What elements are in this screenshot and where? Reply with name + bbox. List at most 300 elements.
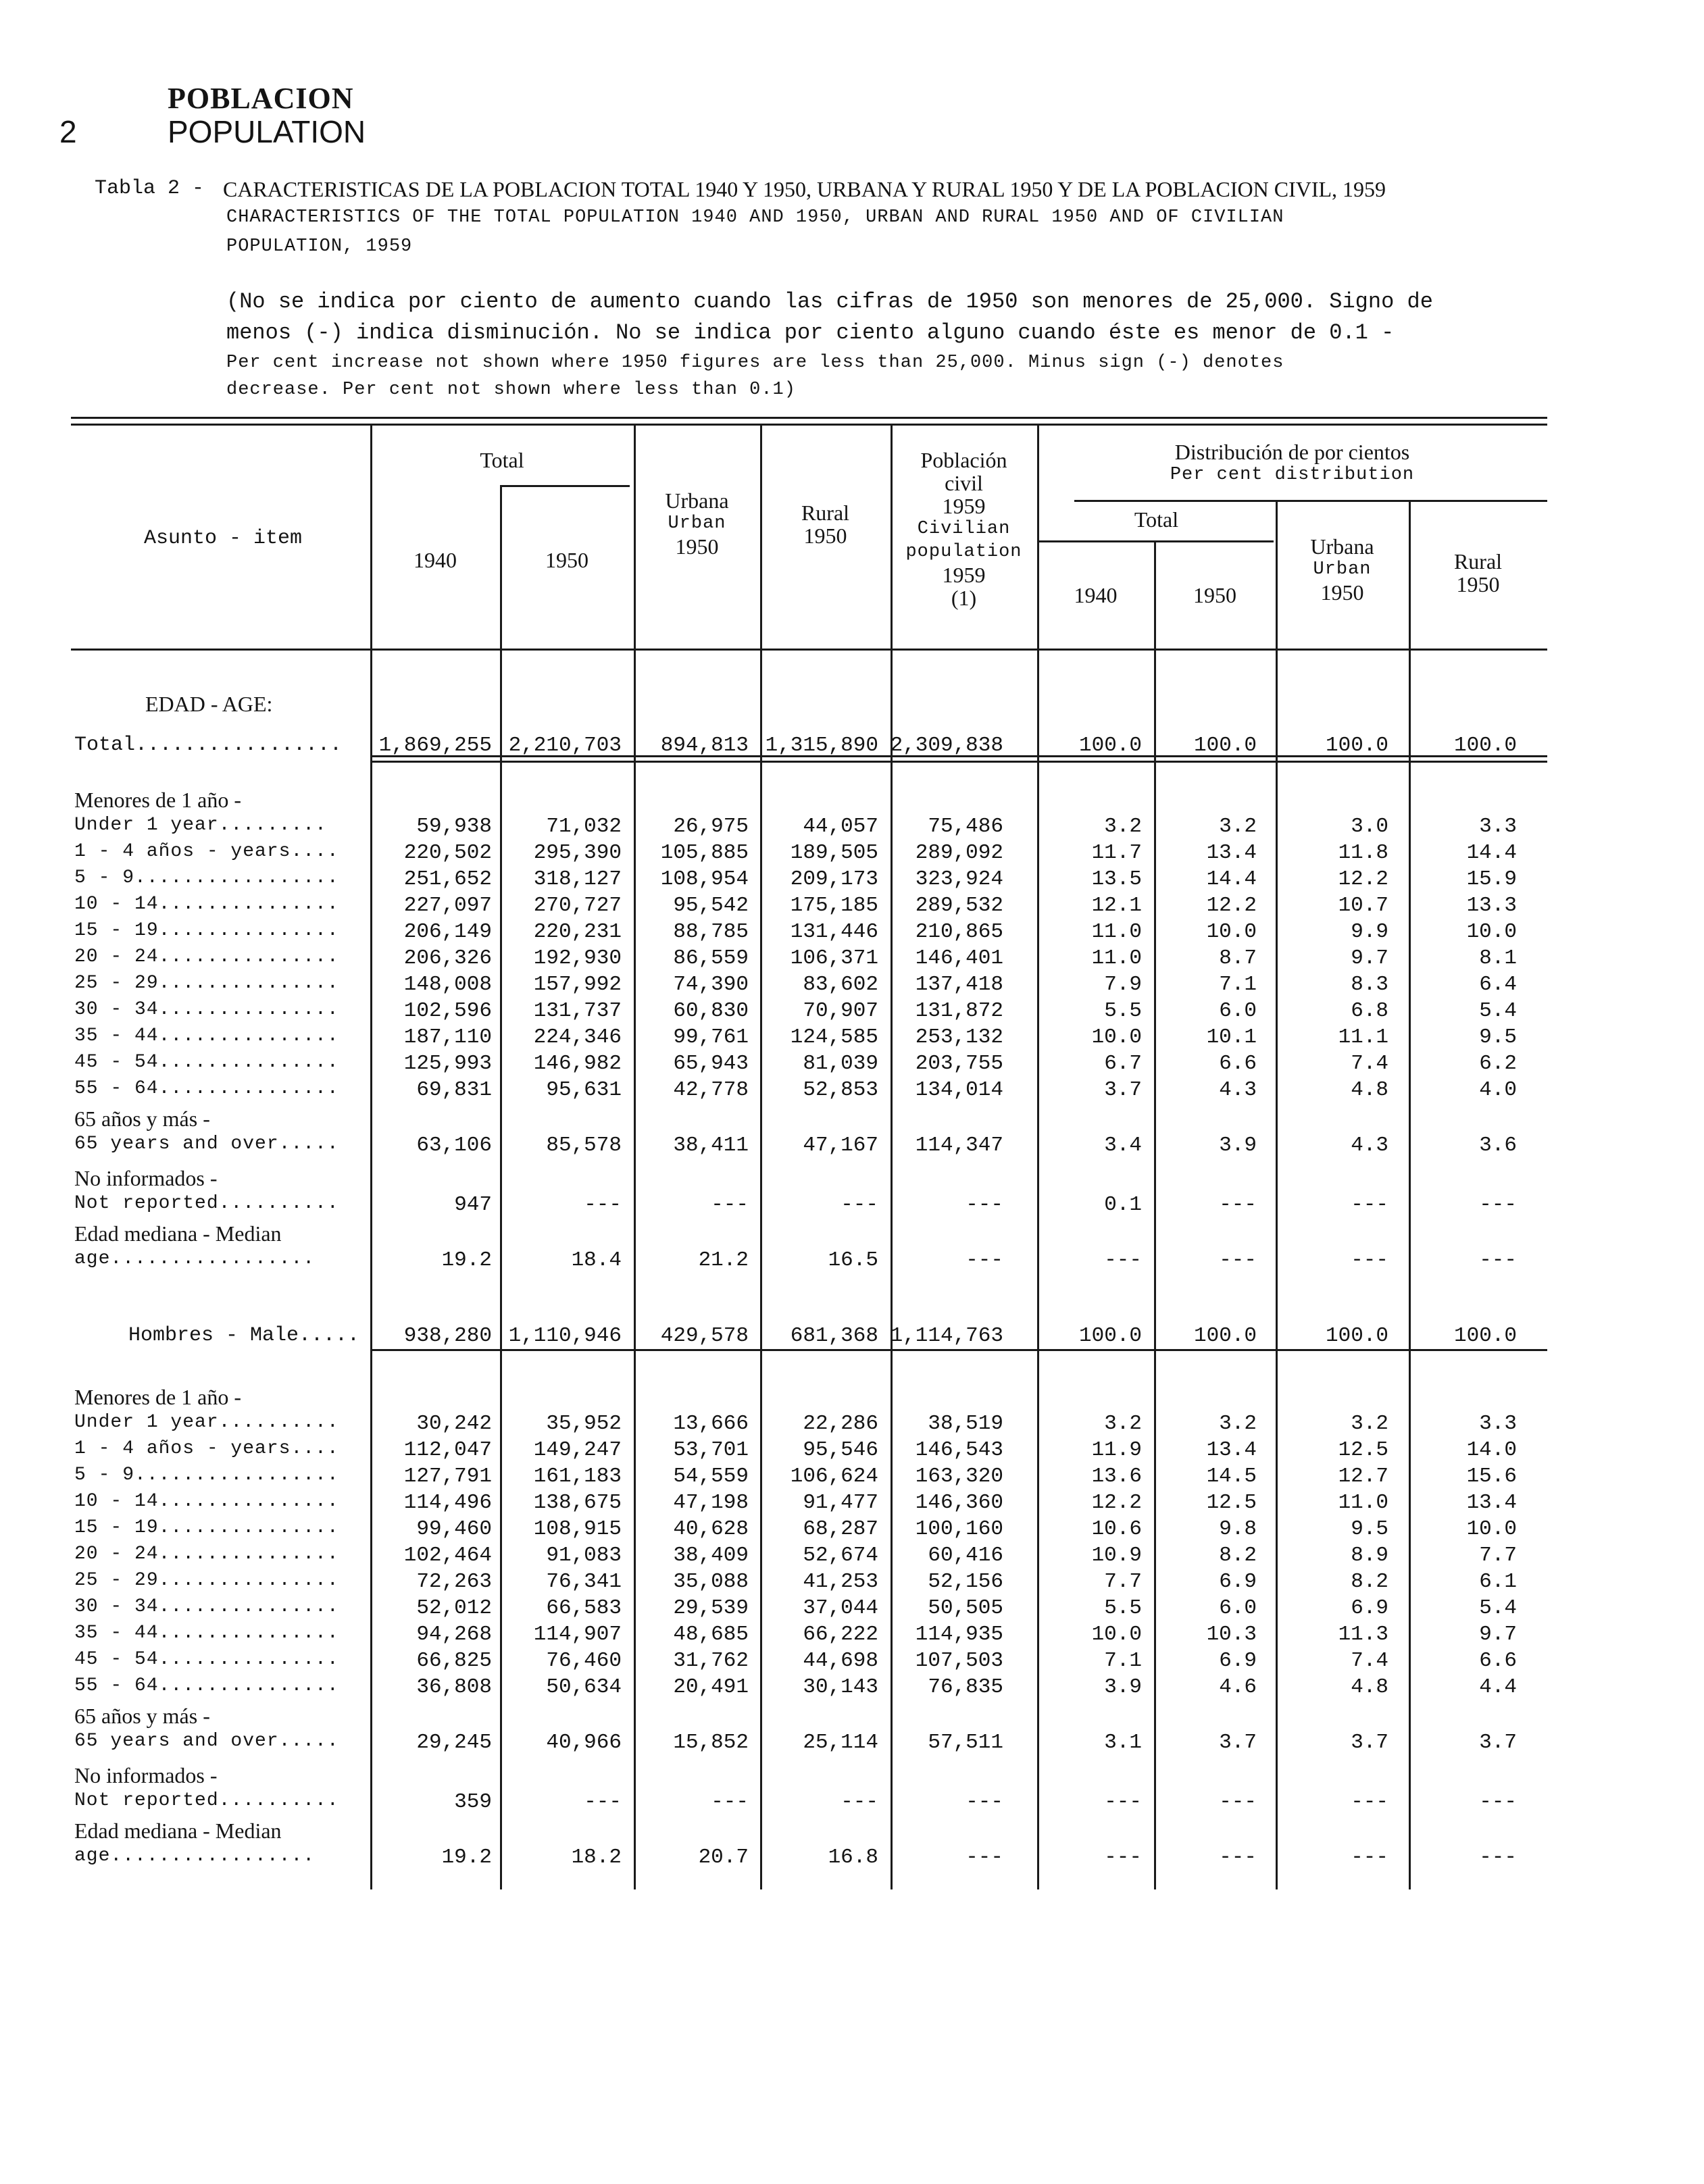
col-header-dist-urbana-es: Urbana	[1310, 534, 1374, 559]
cell-rural-1950: 175,185	[790, 894, 878, 917]
cell-dist-rural: 6.4	[1479, 973, 1517, 996]
cell-total-1950: 220,231	[533, 920, 622, 944]
cell-dist-rural: 14.0	[1466, 1438, 1517, 1462]
cell-dist-1940: 10.9	[1091, 1544, 1142, 1567]
cell-total-1940: 112,047	[403, 1438, 492, 1462]
row-group-label: No informados -	[74, 1166, 218, 1190]
cell-dist-urbana: 11.3	[1338, 1623, 1388, 1646]
cell-urbana-1950: 99,761	[673, 1025, 749, 1049]
cell-dist-1940: 7.1	[1104, 1649, 1142, 1673]
col-header-urbana-es: Urbana	[665, 488, 729, 513]
cell-dist-rural: 3.6	[1479, 1134, 1517, 1157]
cell-total-1940: 125,993	[403, 1052, 492, 1075]
cell-rural-1950: 16.5	[828, 1248, 878, 1272]
cell-total-1950: 91,083	[546, 1544, 622, 1567]
col-header-dist-1940	[1037, 584, 1154, 609]
male-row-rule	[370, 1349, 1547, 1351]
row-group-label: Menores de 1 año -	[74, 788, 242, 812]
cell-civil-1959: 57,511	[928, 1731, 1003, 1754]
cell-rural-1950: 1,315,890	[765, 734, 878, 757]
cell-dist-rural: 10.0	[1466, 1517, 1517, 1541]
col-header-civil	[891, 449, 1037, 609]
cell-total-1940: 251,652	[403, 867, 492, 891]
row-label: Under 1 year.........	[74, 815, 327, 836]
row-label: 30 - 34...............	[74, 999, 339, 1020]
cell-dist-1950: 10.0	[1206, 920, 1257, 944]
cell-total-1940: 19.2	[441, 1846, 492, 1869]
cell-rural-1950: 66,222	[803, 1623, 878, 1646]
cell-urbana-1950: ---	[711, 1790, 749, 1814]
section-title-en: POPULATION	[168, 114, 366, 149]
page-number: 2	[59, 114, 77, 149]
cell-dist-urbana: 9.7	[1351, 946, 1388, 970]
cell-total-1950: 85,578	[546, 1134, 622, 1157]
row-label: Under 1 year..........	[74, 1412, 339, 1433]
header-bottom-rule	[71, 649, 1547, 651]
cell-civil-1959: 114,935	[915, 1623, 1003, 1646]
cell-dist-1950: ---	[1219, 1248, 1257, 1272]
cell-total-1940: 99,460	[416, 1517, 492, 1541]
cell-total-1940: 69,831	[416, 1078, 492, 1102]
cell-dist-1940: 13.5	[1091, 867, 1142, 891]
cell-dist-urbana: ---	[1351, 1790, 1388, 1814]
note-es-2: menos (-) indica disminución. No se indica por ciento alguno cuando éste es menor de 0.1 -	[226, 320, 1395, 345]
cell-rural-1950: 44,698	[803, 1649, 878, 1673]
cell-rural-1950: 37,044	[803, 1596, 878, 1620]
cell-rural-1950: 41,253	[803, 1570, 878, 1594]
cell-dist-urbana: 3.2	[1351, 1412, 1388, 1436]
cell-dist-1940: 5.5	[1104, 1596, 1142, 1620]
cell-dist-urbana: 10.7	[1338, 894, 1388, 917]
cell-dist-1950: 13.4	[1206, 841, 1257, 865]
cell-rural-1950: 22,286	[803, 1412, 878, 1436]
cell-civil-1959: 146,360	[915, 1491, 1003, 1515]
cell-total-1940: 359	[454, 1790, 492, 1814]
cell-dist-1940: 11.0	[1091, 920, 1142, 944]
cell-total-1940: 52,012	[416, 1596, 492, 1620]
cell-dist-1940: 7.7	[1104, 1570, 1142, 1594]
cell-dist-rural: ---	[1479, 1193, 1517, 1217]
row-label: 55 - 64...............	[74, 1675, 339, 1696]
cell-urbana-1950: 38,409	[673, 1544, 749, 1567]
col-header-1950	[500, 549, 634, 574]
cell-civil-1959: 107,503	[915, 1649, 1003, 1673]
cell-dist-rural: 4.4	[1479, 1675, 1517, 1699]
col-header-dist-urbana-en: Urban	[1313, 559, 1372, 580]
cell-dist-1940: 10.0	[1091, 1025, 1142, 1049]
cell-total-1950: 66,583	[546, 1596, 622, 1620]
col-header-dist-total-text: Total	[1134, 507, 1179, 532]
cell-dist-urbana: 6.8	[1351, 999, 1388, 1023]
row-label: 65 years and over.....	[74, 1731, 339, 1752]
male-row-label: Hombres - Male.....	[128, 1324, 360, 1347]
cell-dist-1950: 4.6	[1219, 1675, 1257, 1699]
cell-total-1950: 18.4	[571, 1248, 622, 1272]
row-group-label: Edad mediana - Median	[74, 1819, 282, 1843]
cell-civil-1959: 137,418	[915, 973, 1003, 996]
cell-total-1950: ---	[584, 1790, 622, 1814]
cell-urbana-1950: 65,943	[673, 1052, 749, 1075]
cell-total-1940: 947	[454, 1193, 492, 1217]
cell-urbana-1950: 38,411	[673, 1134, 749, 1157]
cell-total-1950: 192,930	[533, 946, 622, 970]
row-label: 55 - 64...............	[74, 1078, 339, 1099]
cell-dist-urbana: ---	[1351, 1846, 1388, 1869]
col-header-rural	[760, 501, 891, 547]
cell-rural-1950: 68,287	[803, 1517, 878, 1541]
cell-dist-1950: 3.9	[1219, 1134, 1257, 1157]
row-label: 25 - 29...............	[74, 1570, 339, 1591]
cell-urbana-1950: 40,628	[673, 1517, 749, 1541]
cell-civil-1959: 323,924	[915, 867, 1003, 891]
cell-dist-rural: 13.4	[1466, 1491, 1517, 1515]
cell-rural-1950: 81,039	[803, 1052, 878, 1075]
row-label: 65 years and over.....	[74, 1134, 339, 1154]
row-label: 20 - 24...............	[74, 1544, 339, 1565]
cell-dist-1940: 100.0	[1078, 1324, 1142, 1348]
cell-dist-1950: 6.6	[1219, 1052, 1257, 1075]
cell-total-1950: 76,460	[546, 1649, 622, 1673]
cell-dist-1940: 11.0	[1091, 946, 1142, 970]
cell-dist-rural: 100.0	[1453, 734, 1517, 757]
cell-dist-rural: 14.4	[1466, 841, 1517, 865]
row-label: 15 - 19...............	[74, 1517, 339, 1538]
cell-dist-urbana: 3.0	[1351, 815, 1388, 838]
cell-dist-rural: 15.9	[1466, 867, 1517, 891]
cell-dist-rural: 15.6	[1466, 1465, 1517, 1488]
cell-dist-rural: 6.1	[1479, 1570, 1517, 1594]
cell-dist-1950: 14.4	[1206, 867, 1257, 891]
row-label: 1 - 4 años - years....	[74, 841, 339, 862]
cell-civil-1959: 289,532	[915, 894, 1003, 917]
cell-total-1940: 30,242	[416, 1412, 492, 1436]
cell-total-1950: 1,110,946	[508, 1324, 622, 1348]
cell-dist-1950: ---	[1219, 1193, 1257, 1217]
cell-dist-1940: 0.1	[1104, 1193, 1142, 1217]
cell-dist-1940: ---	[1104, 1248, 1142, 1272]
note-en-1: Per cent increase not shown where 1950 figures are less than 25,000. Minus sign (-) denotes	[226, 353, 1284, 373]
col-header-civil-note: (1)	[951, 586, 977, 610]
col-header-rural-year: 1950	[803, 524, 847, 548]
cell-total-1950: 157,992	[533, 973, 622, 996]
col-header-civil-year2: 1959	[942, 563, 986, 587]
cell-total-1940: 206,149	[403, 920, 492, 944]
col-header-dist-urbana	[1276, 535, 1409, 604]
cell-total-1950: 131,737	[533, 999, 622, 1023]
cell-dist-urbana: 100.0	[1325, 1324, 1388, 1348]
cell-civil-1959: 52,156	[928, 1570, 1003, 1594]
cell-rural-1950: 209,173	[790, 867, 878, 891]
cell-total-1940: 19.2	[441, 1248, 492, 1272]
cell-dist-1950: 6.9	[1219, 1570, 1257, 1594]
row-label: Not reported..........	[74, 1790, 339, 1811]
table-top-rule-1	[71, 417, 1547, 419]
row-label: 35 - 44...............	[74, 1025, 339, 1046]
cell-total-1950: 108,915	[533, 1517, 622, 1541]
cell-dist-1950: 9.8	[1219, 1517, 1257, 1541]
cell-urbana-1950: 54,559	[673, 1465, 749, 1488]
cell-dist-urbana: 8.9	[1351, 1544, 1388, 1567]
cell-dist-1940: 5.5	[1104, 999, 1142, 1023]
cell-civil-1959: 76,835	[928, 1675, 1003, 1699]
cell-total-1950: 50,634	[546, 1675, 622, 1699]
cell-dist-1950: 6.0	[1219, 999, 1257, 1023]
cell-dist-1940: ---	[1104, 1846, 1142, 1869]
cell-dist-1950: 3.7	[1219, 1731, 1257, 1754]
cell-rural-1950: 131,446	[790, 920, 878, 944]
cell-dist-rural: 8.1	[1479, 946, 1517, 970]
cell-dist-rural: ---	[1479, 1248, 1517, 1272]
cell-civil-1959: 289,092	[915, 841, 1003, 865]
cell-dist-urbana: 3.7	[1351, 1731, 1388, 1754]
cell-civil-1959: ---	[966, 1790, 1003, 1814]
cell-rural-1950: 25,114	[803, 1731, 878, 1754]
table-caption-en-1: CHARACTERISTICS OF THE TOTAL POPULATION 1940 AND 1950, URBAN AND RURAL 1950 AND OF CIVILIAN	[226, 207, 1284, 228]
cell-urbana-1950: 35,088	[673, 1570, 749, 1594]
cell-urbana-1950: 60,830	[673, 999, 749, 1023]
col-header-urbana-en: Urban	[668, 513, 726, 534]
cell-civil-1959: 38,519	[928, 1412, 1003, 1436]
cell-dist-1940: 100.0	[1078, 734, 1142, 757]
cell-urbana-1950: 48,685	[673, 1623, 749, 1646]
cell-total-1950: 40,966	[546, 1731, 622, 1754]
cell-rural-1950: ---	[841, 1790, 878, 1814]
cell-dist-rural: 7.7	[1479, 1544, 1517, 1567]
cell-total-1950: 161,183	[533, 1465, 622, 1488]
cell-total-1950: 95,631	[546, 1078, 622, 1102]
row-label: 10 - 14...............	[74, 894, 339, 915]
cell-civil-1959: 60,416	[928, 1544, 1003, 1567]
table-top-rule-2	[71, 424, 1547, 426]
col-header-rural-es: Rural	[801, 501, 850, 525]
cell-dist-rural: 100.0	[1453, 1324, 1517, 1348]
cell-dist-1940: 3.1	[1104, 1731, 1142, 1754]
cell-total-1940: 72,263	[416, 1570, 492, 1594]
cell-urbana-1950: ---	[711, 1193, 749, 1217]
cell-total-1950: 138,675	[533, 1491, 622, 1515]
col-header-dist-rural	[1409, 550, 1547, 596]
header-rule-total	[500, 485, 630, 487]
header-rule-dist	[1074, 500, 1547, 502]
cell-civil-1959: ---	[966, 1846, 1003, 1869]
cell-dist-1940: 11.7	[1091, 841, 1142, 865]
cell-dist-urbana: 4.3	[1351, 1134, 1388, 1157]
cell-civil-1959: 75,486	[928, 815, 1003, 838]
total-row-rule-2	[370, 761, 1547, 763]
cell-dist-urbana: ---	[1351, 1248, 1388, 1272]
row-label: 15 - 19...............	[74, 920, 339, 941]
cell-dist-1950: 7.1	[1219, 973, 1257, 996]
cell-rural-1950: 83,602	[803, 973, 878, 996]
cell-urbana-1950: 95,542	[673, 894, 749, 917]
row-label: age.................	[74, 1248, 316, 1269]
cell-dist-rural: 4.0	[1479, 1078, 1517, 1102]
cell-urbana-1950: 108,954	[660, 867, 749, 891]
cell-civil-1959: 1,114,763	[890, 1324, 1003, 1348]
cell-civil-1959: 146,543	[915, 1438, 1003, 1462]
note-es-1: (No se indica por ciento de aumento cuando las cifras de 1950 son menores de 25,000. Signo de	[226, 289, 1433, 314]
cell-dist-1940: 3.7	[1104, 1078, 1142, 1102]
cell-urbana-1950: 74,390	[673, 973, 749, 996]
cell-dist-urbana: 11.8	[1338, 841, 1388, 865]
cell-total-1950: 270,727	[533, 894, 622, 917]
cell-dist-urbana: 7.4	[1351, 1052, 1388, 1075]
cell-civil-1959: 210,865	[915, 920, 1003, 944]
col-header-urbana	[634, 489, 760, 558]
table-caption-es: CARACTERISTICAS DE LA POBLACION TOTAL 1940 Y 1950, URBANA Y RURAL 1950 Y DE LA POBLACION CIVIL, 1959	[223, 177, 1386, 201]
cell-civil-1959: ---	[966, 1248, 1003, 1272]
row-label: 25 - 29...............	[74, 973, 339, 994]
cell-dist-1950: 14.5	[1206, 1465, 1257, 1488]
cell-dist-rural: ---	[1479, 1790, 1517, 1814]
cell-total-1950: 149,247	[533, 1438, 622, 1462]
cell-dist-1950: 6.9	[1219, 1649, 1257, 1673]
cell-civil-1959: 2,309,838	[890, 734, 1003, 757]
total-row-label: Total.................	[74, 734, 343, 757]
cell-dist-1950: ---	[1219, 1846, 1257, 1869]
cell-rural-1950: 124,585	[790, 1025, 878, 1049]
cell-total-1950: 318,127	[533, 867, 622, 891]
cell-rural-1950: 16.8	[828, 1846, 878, 1869]
col-header-urbana-year: 1950	[675, 534, 719, 559]
cell-total-1940: 66,825	[416, 1649, 492, 1673]
cell-dist-1940: 12.2	[1091, 1491, 1142, 1515]
cell-total-1940: 94,268	[416, 1623, 492, 1646]
cell-total-1950: 18.2	[571, 1846, 622, 1869]
col-header-1950-text: 1950	[545, 548, 588, 572]
cell-total-1940: 227,097	[403, 894, 492, 917]
col-header-1940-text: 1940	[414, 548, 457, 572]
col-header-civil-year1: 1959	[942, 494, 986, 518]
cell-dist-1950: 4.3	[1219, 1078, 1257, 1102]
cell-dist-urbana: 100.0	[1325, 734, 1388, 757]
cell-total-1940: 127,791	[403, 1465, 492, 1488]
cell-dist-urbana: 12.7	[1338, 1465, 1388, 1488]
cell-total-1950: 146,982	[533, 1052, 622, 1075]
cell-total-1950: 295,390	[533, 841, 622, 865]
cell-civil-1959: 134,014	[915, 1078, 1003, 1102]
cell-total-1940: 114,496	[403, 1491, 492, 1515]
col-header-total	[370, 449, 634, 474]
cell-total-1950: 35,952	[546, 1412, 622, 1436]
cell-dist-rural: 9.5	[1479, 1025, 1517, 1049]
row-group-label: 65 años y más -	[74, 1704, 210, 1728]
cell-civil-1959: 50,505	[928, 1596, 1003, 1620]
cell-total-1940: 102,464	[403, 1544, 492, 1567]
cell-dist-1950: 100.0	[1193, 734, 1257, 757]
row-label: 5 - 9.................	[74, 867, 339, 888]
cell-total-1950: 224,346	[533, 1025, 622, 1049]
cell-rural-1950: 44,057	[803, 815, 878, 838]
section-age-label: EDAD - AGE:	[145, 692, 273, 716]
cell-total-1940: 29,245	[416, 1731, 492, 1754]
cell-urbana-1950: 53,701	[673, 1438, 749, 1462]
cell-rural-1950: 47,167	[803, 1134, 878, 1157]
cell-urbana-1950: 47,198	[673, 1491, 749, 1515]
cell-urbana-1950: 29,539	[673, 1596, 749, 1620]
cell-dist-1940: 12.1	[1091, 894, 1142, 917]
cell-dist-rural: 5.4	[1479, 999, 1517, 1023]
cell-urbana-1950: 42,778	[673, 1078, 749, 1102]
col-header-1940	[370, 549, 500, 574]
col-header-dist-rural-es: Rural	[1453, 549, 1503, 574]
cell-urbana-1950: 429,578	[660, 1324, 749, 1348]
row-group-label: Edad mediana - Median	[74, 1221, 282, 1246]
table-caption-label: Tabla 2 -	[95, 177, 205, 200]
cell-dist-1950: 12.5	[1206, 1491, 1257, 1515]
cell-total-1940: 59,938	[416, 815, 492, 838]
cell-rural-1950: 681,368	[790, 1324, 878, 1348]
col-header-civil-es1: Población	[920, 448, 1007, 472]
cell-dist-1940: ---	[1104, 1790, 1142, 1814]
col-header-item-text: Asunto - item	[143, 527, 303, 550]
col-header-civil-en1: Civilian	[917, 519, 1011, 539]
cell-dist-1950: 3.2	[1219, 1412, 1257, 1436]
cell-total-1940: 938,280	[403, 1324, 492, 1348]
col-header-dist-urbana-year: 1950	[1320, 580, 1364, 605]
cell-civil-1959: 203,755	[915, 1052, 1003, 1075]
cell-dist-rural: 9.7	[1479, 1623, 1517, 1646]
col-header-civil-es2: civil	[945, 471, 983, 495]
cell-civil-1959: ---	[966, 1193, 1003, 1217]
cell-urbana-1950: 13,666	[673, 1412, 749, 1436]
cell-dist-rural: 5.4	[1479, 1596, 1517, 1620]
cell-dist-urbana: 11.1	[1338, 1025, 1388, 1049]
cell-civil-1959: 114,347	[915, 1134, 1003, 1157]
cell-dist-1950: 12.2	[1206, 894, 1257, 917]
row-label: 20 - 24...............	[74, 946, 339, 967]
col-header-dist-rural-year: 1950	[1456, 572, 1500, 596]
cell-rural-1950: 52,674	[803, 1544, 878, 1567]
cell-civil-1959: 253,132	[915, 1025, 1003, 1049]
cell-dist-1940: 3.2	[1104, 1412, 1142, 1436]
cell-dist-1940: 6.7	[1104, 1052, 1142, 1075]
cell-total-1950: ---	[584, 1193, 622, 1217]
row-group-label: 65 años y más -	[74, 1107, 210, 1131]
cell-dist-rural: 13.3	[1466, 894, 1517, 917]
col-header-dist-1940-text: 1940	[1074, 583, 1118, 607]
cell-dist-1940: 10.6	[1091, 1517, 1142, 1541]
row-label: 10 - 14...............	[74, 1491, 339, 1512]
col-header-dist-en: Per cent distribution	[1170, 465, 1415, 485]
cell-rural-1950: 91,477	[803, 1491, 878, 1515]
cell-dist-rural: ---	[1479, 1846, 1517, 1869]
cell-urbana-1950: 86,559	[673, 946, 749, 970]
cell-dist-urbana: 7.4	[1351, 1649, 1388, 1673]
cell-dist-urbana: 8.2	[1351, 1570, 1388, 1594]
cell-total-1940: 206,326	[403, 946, 492, 970]
cell-dist-rural: 3.3	[1479, 1412, 1517, 1436]
cell-dist-1950: 13.4	[1206, 1438, 1257, 1462]
cell-rural-1950: 95,546	[803, 1438, 878, 1462]
cell-dist-1950: 3.2	[1219, 815, 1257, 838]
col-header-dist-total	[1037, 508, 1276, 534]
cell-dist-urbana: 6.9	[1351, 1596, 1388, 1620]
row-label: 1 - 4 años - years....	[74, 1438, 339, 1459]
cell-dist-rural: 6.2	[1479, 1052, 1517, 1075]
col-header-item	[81, 527, 365, 550]
cell-total-1950: 71,032	[546, 815, 622, 838]
cell-urbana-1950: 20,491	[673, 1675, 749, 1699]
cell-rural-1950: 106,624	[790, 1465, 878, 1488]
cell-civil-1959: 131,872	[915, 999, 1003, 1023]
col-header-dist-1950-text: 1950	[1193, 583, 1236, 607]
col-header-dist-es: Distribución de por cientos	[1174, 440, 1410, 464]
cell-dist-1950: 6.0	[1219, 1596, 1257, 1620]
section-title-es: POBLACION	[168, 82, 354, 115]
row-group-label: Menores de 1 año -	[74, 1385, 242, 1409]
cell-civil-1959: 100,160	[915, 1517, 1003, 1541]
